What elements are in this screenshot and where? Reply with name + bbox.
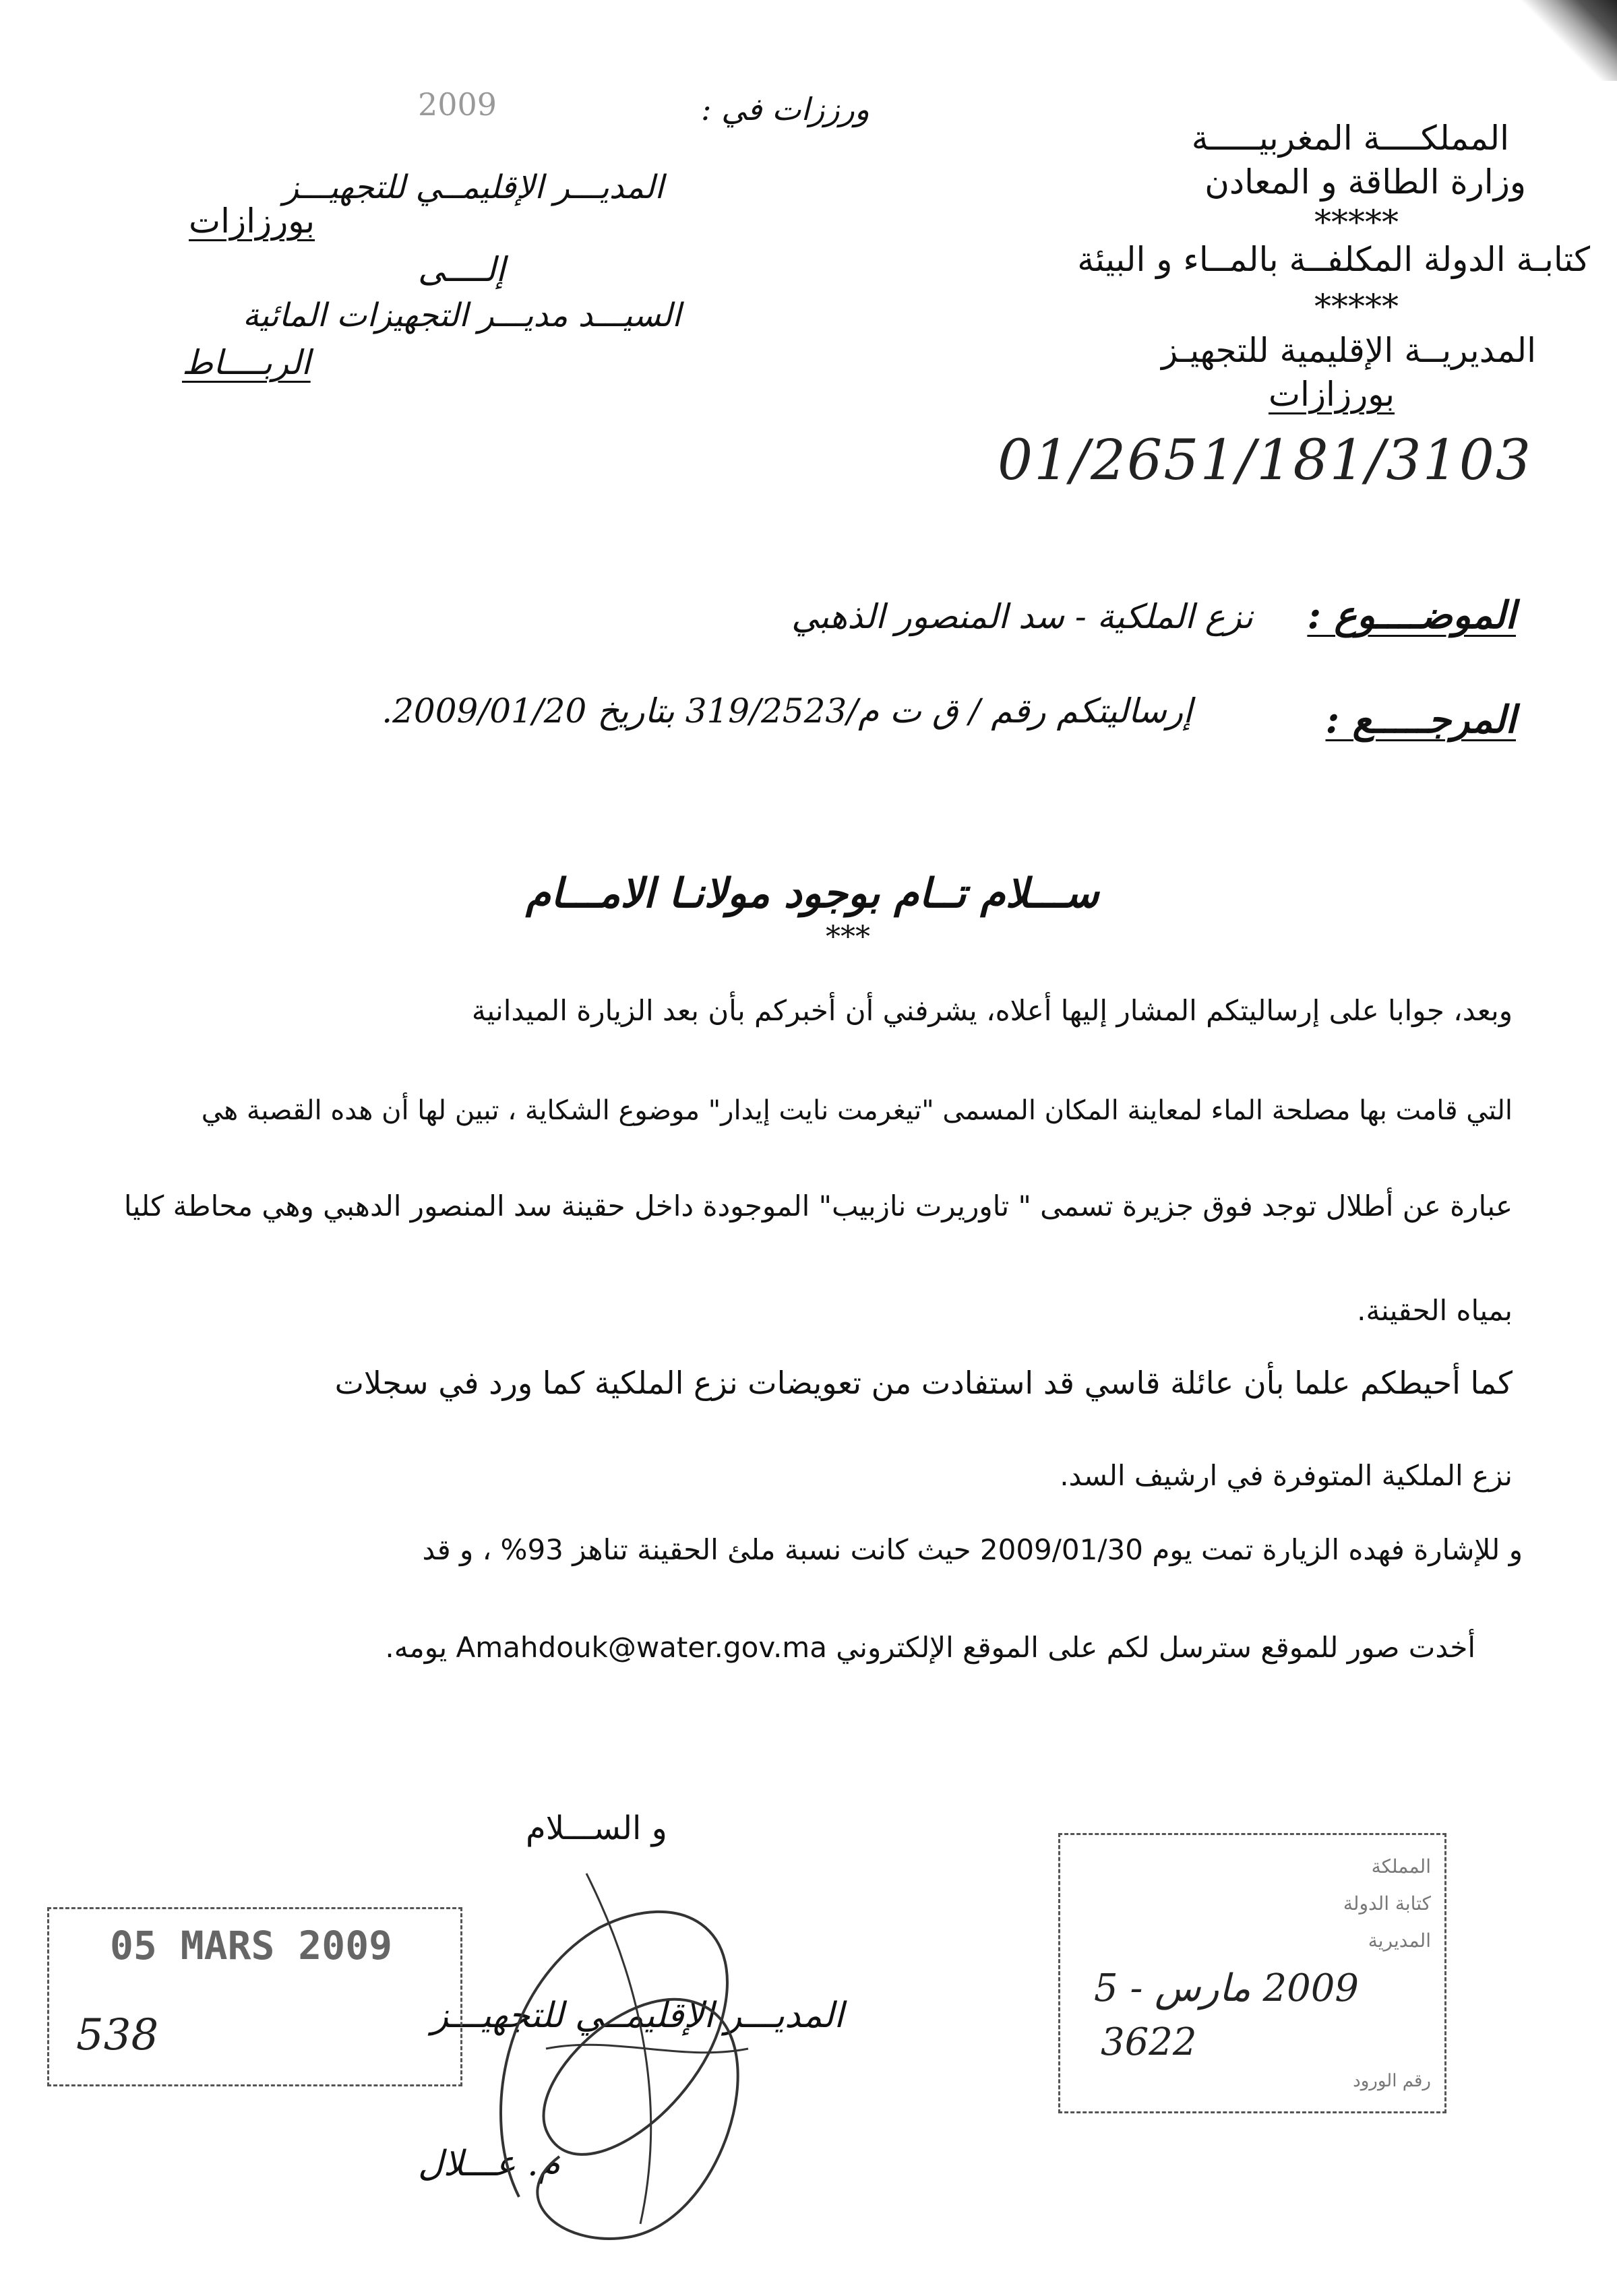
stamp-date: 2009 مارس - 5 bbox=[1094, 1966, 1359, 2010]
header-city: بورزازات bbox=[1268, 375, 1395, 414]
body-line: عبارة عن أطلال توجد فوق جزيرة تسمى " تاوريرت نازبيب" الموجودة داخل حقينة سد المنصور الدهبي وهي محاطة كليا bbox=[123, 1189, 1513, 1222]
header-separator: ***** bbox=[1314, 287, 1399, 326]
header-secretariat: كتابـة الدولة المكلفــة بالمــاء و البيئة bbox=[1077, 240, 1590, 279]
recipient-title: السيـــد مديـــر التجهيزات المائية bbox=[243, 297, 681, 334]
header-kingdom: المملكــــة المغربيـــــة bbox=[1191, 119, 1509, 158]
stamp-date: 05 MARS 2009 bbox=[110, 1923, 393, 1968]
body-line: بمياه الحقينة. bbox=[1357, 1294, 1513, 1327]
sender-city: بورزازات bbox=[189, 201, 315, 241]
body-line: و للإشارة فهده الزيارة تمت يوم 2009/01/30 حيث كانت نسبة ملئ الحقينة تناهز 93% ، و قد bbox=[422, 1533, 1523, 1566]
sender-title: المديـــر الإقليمــي للتجهيـــز bbox=[283, 168, 664, 206]
greeting-separator: *** bbox=[826, 920, 870, 954]
reference-text: إرساليتكم رقم / ق ت م/319/2523 بتاريخ 2009/01/20. bbox=[382, 691, 1192, 731]
to-label: إلــــى bbox=[418, 250, 506, 289]
signer-title: المديـــر الإقليمــي للتجهيـــز bbox=[431, 1995, 844, 2036]
date-label: ورززات في : bbox=[701, 91, 870, 127]
reference-label: المرجـــــع : bbox=[1325, 697, 1516, 742]
closing-salutation: و الســـلام bbox=[526, 1809, 667, 1847]
body-line: أخدت صور للموقع سترسل لكم على الموقع الإلكتروني Amahdouk@water.gov.ma يومه. bbox=[385, 1631, 1475, 1664]
recipient-city: الربــــاط bbox=[182, 343, 311, 382]
greeting: ســـلام تــام بوجود مولانـا الامـــام bbox=[526, 870, 1099, 917]
header-directorate: المديريــة الإقليمية للتجهيـز bbox=[1161, 331, 1536, 370]
reference-number: 01/2651/181/3103 bbox=[998, 429, 1533, 493]
date-stamp: 2009 bbox=[418, 86, 497, 123]
signature-icon bbox=[465, 1847, 816, 2264]
stamp-number: 3622 bbox=[1101, 2020, 1197, 2064]
stamp-footer: رقم الورود bbox=[1353, 2071, 1431, 2091]
body-line: نزع الملكية المتوفرة في ارشيف السد. bbox=[1060, 1459, 1513, 1492]
subject-text: نزع الملكية - سد المنصور الذهبي bbox=[791, 597, 1253, 636]
body-line: وبعد، جوابا على إرساليتكم المشار إليها أعلاه، يشرفني أن أخبركم بأن بعد الزيارة الميدانية bbox=[471, 994, 1513, 1027]
body-line: التي قامت بها مصلحة الماء لمعاينة المكان المسمى "تيغرمت نايت إيدار" موضوع الشكاية ، تبين لها أن هده القصبة هي bbox=[201, 1095, 1513, 1126]
stamp-line: المديرية bbox=[1368, 1929, 1431, 1952]
header-separator: ***** bbox=[1314, 203, 1399, 242]
subject-label: الموضــــوع : bbox=[1307, 593, 1516, 638]
scan-corner-shadow bbox=[1482, 0, 1617, 81]
stamp-number: 538 bbox=[76, 2010, 159, 2060]
stamp-line: المملكة bbox=[1371, 1855, 1431, 1878]
arrival-stamp-right bbox=[1058, 1833, 1446, 2113]
signer-name: م. عـــلال bbox=[418, 2144, 560, 2184]
header-ministry: وزارة الطاقة و المعادن bbox=[1204, 162, 1526, 201]
body-line: كما أحيطكم علما بأن عائلة قاسي قد استفادت من تعويضات نزع الملكية كما ورد في سجلات bbox=[334, 1365, 1513, 1401]
arrival-stamp-left bbox=[47, 1907, 462, 2086]
stamp-line: كتابة الدولة bbox=[1343, 1892, 1431, 1915]
